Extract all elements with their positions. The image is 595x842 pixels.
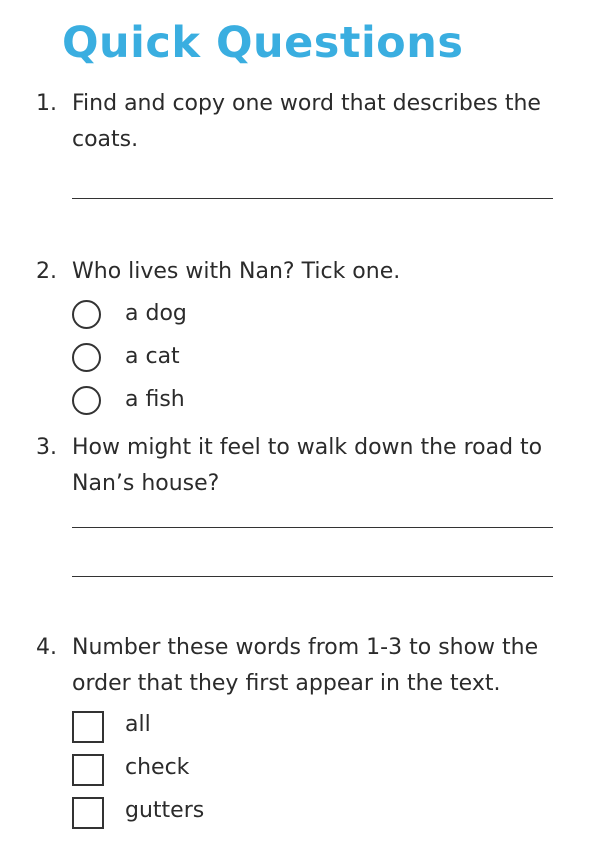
answer-line-q3-2[interactable]	[72, 576, 553, 577]
number-box[interactable]	[72, 797, 104, 829]
question-text: How might it feel to walk down the road to Nan’s house?	[72, 435, 543, 496]
question-text: Who lives with Nan? Tick one.	[72, 259, 401, 284]
answer-line-q3-1[interactable]	[72, 527, 553, 528]
option-label: a dog	[125, 301, 187, 326]
word-label: gutters	[125, 798, 205, 823]
question-text: Find and copy one word that describes the coats.	[72, 91, 541, 152]
question-1	[36, 86, 576, 158]
question-number: 2.	[36, 259, 57, 284]
question-2	[36, 254, 576, 290]
option-label: a fish	[125, 387, 185, 412]
tick-circle[interactable]	[72, 300, 101, 329]
page-title: Quick Questions	[62, 18, 464, 68]
question-text: Number these words from 1-3 to show the order that they first appear in the text.	[72, 635, 539, 696]
word-label: check	[125, 755, 190, 780]
answer-line-q1[interactable]	[72, 198, 553, 199]
question-4	[36, 630, 576, 702]
question-3	[36, 430, 576, 502]
word-label: all	[125, 712, 151, 737]
question-number: 3.	[36, 435, 57, 460]
option-label: a cat	[125, 344, 180, 369]
tick-circle[interactable]	[72, 343, 101, 372]
number-box[interactable]	[72, 711, 104, 743]
question-number: 1.	[36, 91, 57, 116]
question-number: 4.	[36, 635, 57, 660]
number-box[interactable]	[72, 754, 104, 786]
tick-circle[interactable]	[72, 386, 101, 415]
